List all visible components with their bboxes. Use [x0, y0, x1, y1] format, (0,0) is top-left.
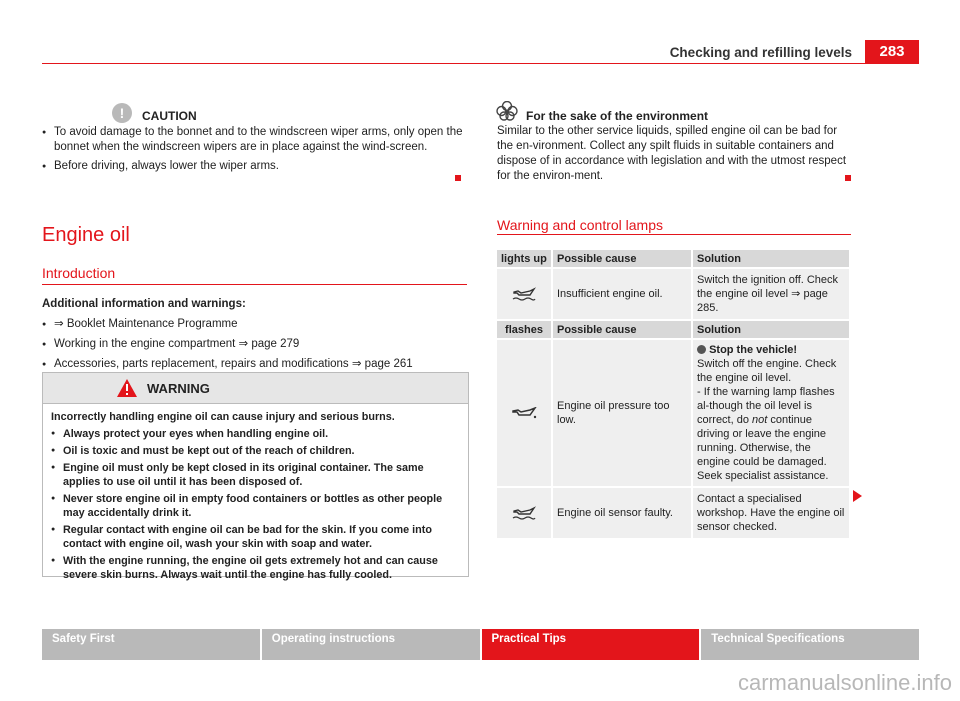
- oil-level-icon: [512, 287, 536, 301]
- lamp-cell: [497, 339, 552, 487]
- lamps-heading: Warning and control lamps: [497, 217, 664, 233]
- warning-bullet: ● With the engine running, the engine oil gets extremely hot and can cause severe skin burns. Always wait until the engine has fully cooled.: [51, 554, 462, 582]
- continue-arrow-icon: [853, 490, 862, 502]
- solution-title: Stop the vehicle!: [709, 344, 798, 356]
- warning-bullet: ● Oil is toxic and must be kept out of the reach of children.: [51, 444, 462, 458]
- warning-body: [43, 404, 468, 591]
- solution-text: continue driving or leave the engine running. Otherwise, the engine could be damaged. Seek specialist assistance.: [697, 414, 829, 482]
- solution-cell: [692, 339, 850, 487]
- col-solution: Solution: [692, 321, 850, 339]
- environment-title: For the sake of the environment: [526, 109, 709, 123]
- environment-text: Similar to the other service liquids, spilled engine oil can be bad for the en-vironment. Collect any spilt fluids in suitable containers and dispose of in accordance with legislation and with the utmost respect for the environ-ment.: [497, 125, 847, 182]
- cause-cell: Insufficient engine oil.: [552, 268, 692, 319]
- additional-info: [42, 297, 466, 376]
- link-engine-compartment[interactable]: ● Working in the engine compartment ⇒ page 279: [42, 337, 466, 352]
- lamp-cell: [497, 268, 552, 319]
- page-number: 283: [865, 40, 919, 64]
- lamps-rule: [497, 234, 851, 235]
- introduction-heading: Introduction: [42, 265, 116, 281]
- header-rule: [42, 63, 865, 64]
- col-lights-up: lights up: [497, 250, 552, 268]
- lamps-table-lights-up: [497, 250, 851, 319]
- warning-bullet: ● Regular contact with engine oil can be bad for the skin. If you come into contact with engine oil, wash your skin with soap and water.: [51, 523, 462, 551]
- solution-emphasis: not: [752, 414, 768, 426]
- watermark: carmanualsonline.info: [737, 670, 952, 695]
- caution-bullet: ● To avoid damage to the bonnet and to the windscreen wiper arms, only open the bonnet when the windscreen wipers are in place against the wind-screen.: [42, 125, 466, 155]
- cause-cell: Engine oil sensor faulty.: [552, 487, 692, 538]
- warning-bullet: ● Engine oil must only be kept closed in its original container. The same applies to use oil until it has been disposed of.: [51, 461, 462, 489]
- section-end-mark: [455, 175, 461, 181]
- running-title: Checking and refilling levels: [669, 45, 852, 60]
- engine-oil-heading: Engine oil: [42, 224, 130, 246]
- introduction-rule: [42, 284, 467, 285]
- table-row: [497, 339, 850, 487]
- link-maintenance-booklet[interactable]: ● ⇒ Booklet Maintenance Programme: [42, 317, 466, 332]
- solution-cell: [692, 268, 850, 319]
- caution-body: [42, 125, 466, 178]
- caution-block: [112, 103, 132, 123]
- solution-link[interactable]: Switch the ignition off. Check the engine oil level ⇒ page 285.: [697, 274, 839, 314]
- warning-triangle-icon: [117, 379, 137, 397]
- warning-bullet: ● Never store engine oil in empty food containers or bottles as other people may accidentally drink it.: [51, 492, 462, 520]
- warning-title: WARNING: [147, 381, 210, 396]
- environment-flower-icon: [496, 101, 518, 121]
- tab-practical-tips[interactable]: Practical Tips: [482, 629, 700, 660]
- footer-tabs: [42, 629, 919, 660]
- table-row: [497, 487, 850, 538]
- stop-icon: [697, 345, 706, 354]
- oil-pressure-icon: [511, 407, 537, 419]
- tab-operating-instructions[interactable]: Operating instructions: [262, 629, 480, 660]
- cause-cell: Engine oil pressure too low.: [552, 339, 692, 487]
- section-end-mark: [845, 175, 851, 181]
- link-accessories[interactable]: ● Accessories, parts replacement, repairs and modifications ⇒ page 261: [42, 357, 466, 372]
- table-row: [497, 268, 850, 319]
- caution-bullet: ● Before driving, always lower the wiper arms.: [42, 159, 466, 174]
- col-possible-cause: Possible cause: [552, 250, 692, 268]
- lamps-table-flashes: [497, 321, 851, 538]
- warning-header: [43, 373, 468, 404]
- lamp-cell: [497, 487, 552, 538]
- tab-technical-specifications[interactable]: Technical Specifications: [701, 629, 919, 660]
- solution-text: Switch off the engine. Check the engine oil level.: [697, 358, 837, 384]
- tab-safety-first[interactable]: Safety First: [42, 629, 260, 660]
- solution-text: - If the warning lamp flashes al-though the oil level is correct, do: [697, 386, 835, 426]
- col-solution: Solution: [692, 250, 850, 268]
- oil-sensor-icon: [512, 506, 536, 520]
- warning-bullet: ● Always protect your eyes when handling engine oil.: [51, 427, 462, 441]
- warning-box: [42, 372, 469, 581]
- col-possible-cause: Possible cause: [552, 321, 692, 339]
- caution-title: CAUTION: [142, 109, 197, 123]
- exclamation-icon: !: [112, 103, 132, 123]
- solution-cell: Contact a specialised workshop. Have the engine oil sensor checked.: [692, 487, 850, 538]
- warning-intro: Incorrectly handling engine oil can cause injury and serious burns.: [51, 411, 395, 423]
- additional-info-title: Additional information and warnings:: [42, 298, 246, 310]
- col-flashes: flashes: [497, 321, 552, 339]
